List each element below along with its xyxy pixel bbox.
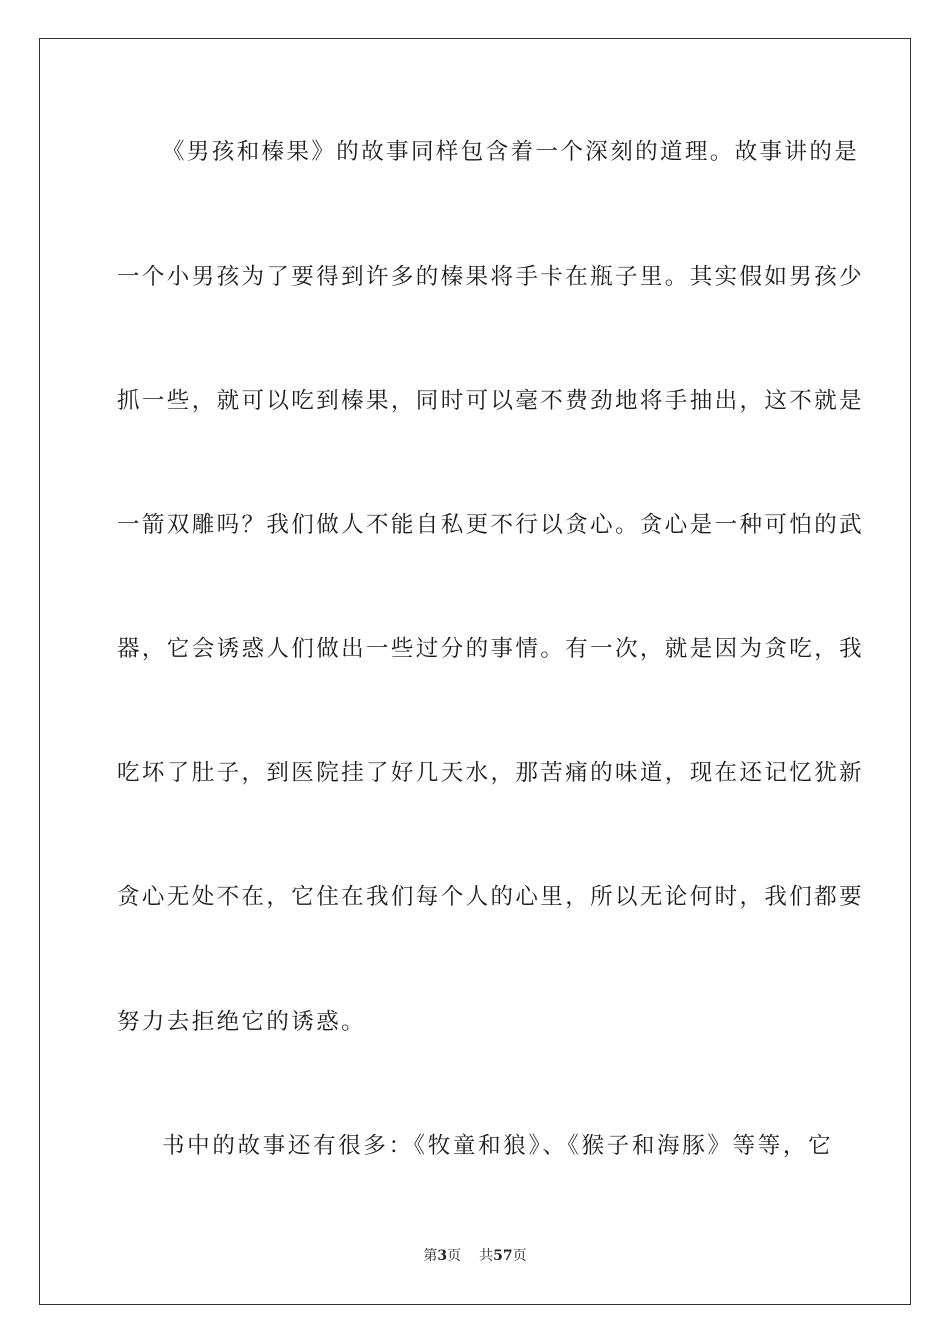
total-suffix: 页 [512, 1248, 527, 1264]
paragraph-line-7: 贪心无处不在，它住在我们每个人的心里，所以无论何时，我们都要 [117, 884, 865, 910]
page-footer [0, 1246, 950, 1266]
paragraph-line-8: 努力去拒绝它的诱惑。 [117, 1009, 367, 1035]
paragraph-line-3: 抓一些，就可以吃到榛果，同时可以毫不费劲地将手抽出，这不就是 [117, 388, 865, 414]
paragraph-line-6: 吃坏了肚子，到医院挂了好几天水，那苦痛的味道，现在还记忆犹新 [117, 760, 865, 786]
total-prefix: 共 [479, 1248, 494, 1264]
paragraph-line-1: 《男孩和榛果》的故事同样包含着一个深刻的道理。故事讲的是 [162, 139, 860, 165]
paragraph-line-5: 器，它会诱惑人们做出一些过分的事情。有一次，就是因为贪吃，我 [117, 636, 865, 662]
page-border [39, 38, 911, 1305]
total-pages: 57 [493, 1248, 513, 1264]
page-number: 3 [437, 1248, 448, 1264]
paragraph-line-2: 一个小男孩为了要得到许多的榛果将手卡在瓶子里。其实假如男孩少 [117, 264, 865, 290]
page-prefix: 第 [423, 1248, 438, 1264]
paragraph-line-9: 书中的故事还有很多：《牧童和狼》、《猴子和海豚》等等，它 [162, 1133, 833, 1159]
page-suffix: 页 [447, 1248, 462, 1264]
paragraph-line-4: 一箭双雕吗？我们做人不能自私更不行以贪心。贪心是一种可怕的武 [117, 512, 865, 538]
